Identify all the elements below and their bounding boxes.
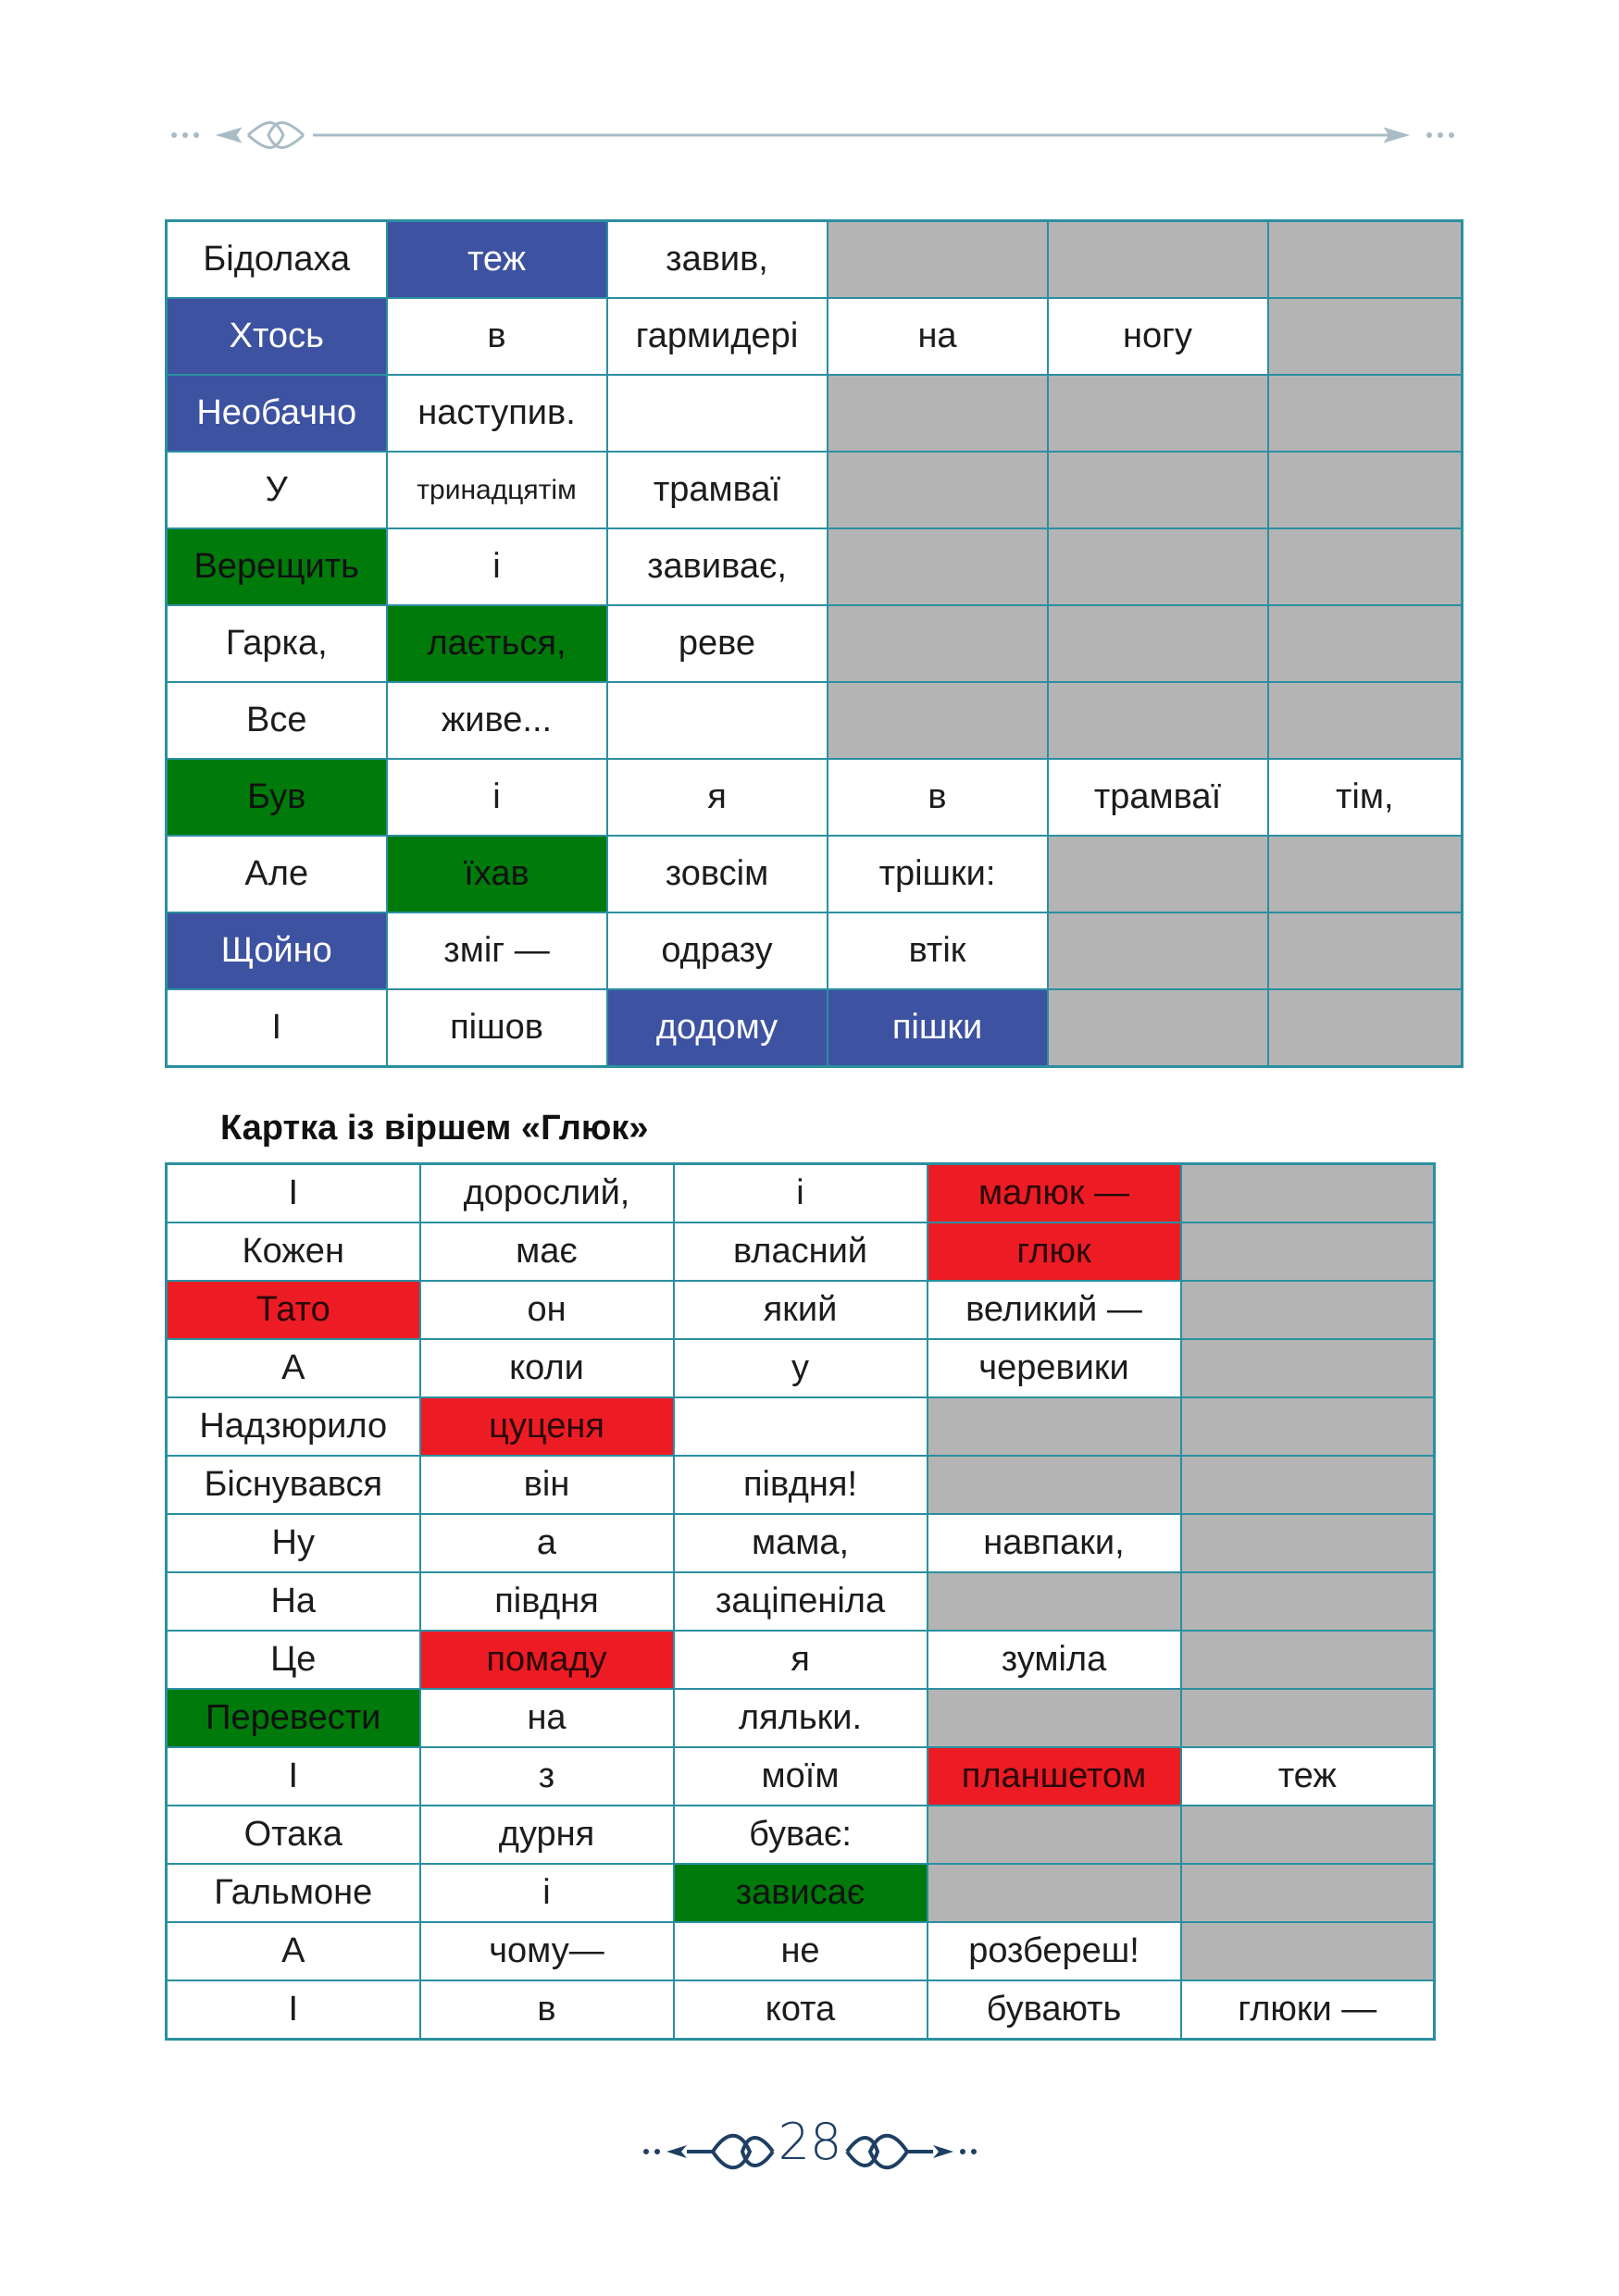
table-cell [828, 528, 1048, 605]
table-cell [1181, 1572, 1435, 1631]
table-row [167, 1631, 1435, 1689]
table-cell: Необачно [167, 375, 387, 452]
table-cell: тринадцятім [387, 452, 607, 528]
word-table-gliuk [165, 1162, 1436, 2041]
table-cell: у [674, 1339, 928, 1397]
table-cell [674, 1397, 928, 1456]
table-cell [1048, 452, 1268, 528]
table-cell [928, 1456, 1181, 1514]
table-cell [1181, 1339, 1435, 1397]
word-table-tram [165, 219, 1463, 1068]
table-cell [1048, 912, 1268, 989]
table-cell: в [387, 298, 607, 375]
table-cell: Гарка, [167, 605, 387, 682]
table-cell: ляльки. [674, 1689, 928, 1747]
table-cell: в [420, 1980, 674, 2040]
table-cell [1181, 1922, 1435, 1980]
table-cell: ногу [1048, 298, 1268, 375]
table-cell: і [387, 528, 607, 605]
table-cell [1181, 1164, 1435, 1223]
table-cell: дорослий, [420, 1164, 674, 1223]
table-cell [828, 682, 1048, 759]
table-cell: і [674, 1164, 928, 1223]
table-cell [1048, 682, 1268, 759]
table-cell: гармидері [607, 298, 828, 375]
table-cell: На [167, 1572, 420, 1631]
table-cell: зависає [674, 1864, 928, 1922]
table-cell: У [167, 452, 387, 528]
table-cell: і [387, 759, 607, 836]
table-row [167, 1689, 1435, 1747]
table-row [167, 912, 1463, 989]
table-cell [1181, 1397, 1435, 1456]
table-cell [1181, 1864, 1435, 1922]
table-cell: втік [828, 912, 1048, 989]
table-cell: і [420, 1864, 674, 1922]
table-cell [1268, 836, 1463, 912]
table-cell: пішов [387, 989, 607, 1067]
table-cell: не [674, 1922, 928, 1980]
table-cell: власний [674, 1222, 928, 1281]
table-cell: теж [387, 221, 607, 299]
table-cell: Перевести [167, 1689, 420, 1747]
table-cell: їхав [387, 836, 607, 912]
table-cell: зуміла [928, 1631, 1181, 1689]
table-cell: Хтось [167, 298, 387, 375]
table-cell: трішки: [828, 836, 1048, 912]
table-row [167, 682, 1463, 759]
table-row [167, 1864, 1435, 1922]
table-cell: зміг — [387, 912, 607, 989]
table-cell: Бідолаха [167, 221, 387, 299]
table-cell [928, 1806, 1181, 1864]
table-cell: Ну [167, 1514, 420, 1572]
page-number: 28 [778, 2113, 842, 2171]
table-cell [1048, 528, 1268, 605]
table-cell: Кожен [167, 1222, 420, 1281]
table-cell: глюк [928, 1222, 1181, 1281]
table-row [167, 1164, 1435, 1223]
table-cell: он [420, 1281, 674, 1339]
table-cell [1268, 298, 1463, 375]
table-cell: на [420, 1689, 674, 1747]
table-row [167, 759, 1463, 836]
table-body [167, 221, 1463, 1067]
table-cell: І [167, 989, 387, 1067]
table-cell: навпаки, [928, 1514, 1181, 1572]
table-cell [607, 375, 828, 452]
table-cell [1268, 605, 1463, 682]
table-cell [828, 375, 1048, 452]
table-cell: Біснувався [167, 1456, 420, 1514]
card-title: Картка із віршем «Глюк» [220, 1109, 649, 1148]
table-row [167, 221, 1463, 299]
table-row [167, 1281, 1435, 1339]
table-row [167, 1922, 1435, 1980]
table-cell [1181, 1689, 1435, 1747]
table-cell: трамваї [1048, 759, 1268, 836]
table-cell: зовсім [607, 836, 828, 912]
table-cell: кота [674, 1980, 928, 2040]
table-row [167, 836, 1463, 912]
table-cell: цуценя [420, 1397, 674, 1456]
table-cell [828, 452, 1048, 528]
table-cell: помаду [420, 1631, 674, 1689]
table-cell [1268, 375, 1463, 452]
table-cell: він [420, 1456, 674, 1514]
table-cell [1268, 221, 1463, 299]
table-cell: Щойно [167, 912, 387, 989]
table-cell [1181, 1514, 1435, 1572]
table-cell [1181, 1456, 1435, 1514]
table-row [167, 452, 1463, 528]
table-cell [1268, 452, 1463, 528]
table-cell [928, 1689, 1181, 1747]
table-cell: а [420, 1514, 674, 1572]
table-cell: трамваї [607, 452, 828, 528]
table-cell: з [420, 1747, 674, 1806]
table-cell: лається, [387, 605, 607, 682]
table-cell: Це [167, 1631, 420, 1689]
table-cell: Був [167, 759, 387, 836]
ornament-flourish-icon [842, 2119, 981, 2184]
table-row [167, 528, 1463, 605]
table-cell: глюки — [1181, 1980, 1435, 2040]
table-cell: півдня [420, 1572, 674, 1631]
table-cell: тім, [1268, 759, 1463, 836]
table-cell [1048, 989, 1268, 1067]
table-cell: живе... [387, 682, 607, 759]
table-cell [928, 1397, 1181, 1456]
table-cell: А [167, 1922, 420, 1980]
table-cell: Гальмоне [167, 1864, 420, 1922]
table-row [167, 1980, 1435, 2040]
table-cell: мама, [674, 1514, 928, 1572]
table-cell [1048, 836, 1268, 912]
table-cell [1181, 1631, 1435, 1689]
table-cell: чому— [420, 1922, 674, 1980]
table-cell: дурня [420, 1806, 674, 1864]
table-cell [1181, 1222, 1435, 1281]
table-cell: розбереш! [928, 1922, 1181, 1980]
table-cell [828, 605, 1048, 682]
table-cell: пішки [828, 989, 1048, 1067]
table-cell [1181, 1806, 1435, 1864]
table-cell [607, 682, 828, 759]
table-cell: наступив. [387, 375, 607, 452]
table-cell: Отака [167, 1806, 420, 1864]
table-cell [1268, 682, 1463, 759]
table-cell [828, 221, 1048, 299]
table-row [167, 1572, 1435, 1631]
table-cell: додому [607, 989, 828, 1067]
table-cell: Але [167, 836, 387, 912]
table-cell [1048, 375, 1268, 452]
table-row [167, 1514, 1435, 1572]
table-cell: І [167, 1747, 420, 1806]
table-cell: я [607, 759, 828, 836]
table-row [167, 298, 1463, 375]
table-cell: коли [420, 1339, 674, 1397]
table-cell: Надзюрило [167, 1397, 420, 1456]
table-cell: великий — [928, 1281, 1181, 1339]
table-cell: одразу [607, 912, 828, 989]
table-cell: теж [1181, 1747, 1435, 1806]
table-row [167, 1456, 1435, 1514]
table-row [167, 1339, 1435, 1397]
table-cell: А [167, 1339, 420, 1397]
table-cell: малюк — [928, 1164, 1181, 1223]
table-row [167, 375, 1463, 452]
table-cell [928, 1864, 1181, 1922]
table-cell [1181, 1281, 1435, 1339]
table-body [167, 1164, 1435, 2040]
table-cell [1268, 528, 1463, 605]
table-cell: завив, [607, 221, 828, 299]
table-cell: який [674, 1281, 928, 1339]
table-cell: я [674, 1631, 928, 1689]
table-cell: черевики [928, 1339, 1181, 1397]
table-cell: моїм [674, 1747, 928, 1806]
table-cell: планшетом [928, 1747, 1181, 1806]
table-cell: Верещить [167, 528, 387, 605]
table-cell [1268, 912, 1463, 989]
ornament-flourish-icon [639, 2119, 778, 2184]
table-cell: на [828, 298, 1048, 375]
table-cell: в [828, 759, 1048, 836]
table-cell: заціпеніла [674, 1572, 928, 1631]
table-row [167, 1806, 1435, 1864]
table-cell [1048, 221, 1268, 299]
table-row [167, 1747, 1435, 1806]
table-cell: реве [607, 605, 828, 682]
table-row [167, 989, 1463, 1067]
table-cell: І [167, 1980, 420, 2040]
table-cell: має [420, 1222, 674, 1281]
table-cell: буває: [674, 1806, 928, 1864]
table-cell: Тато [167, 1281, 420, 1339]
table-cell: бувають [928, 1980, 1181, 2040]
table-row [167, 1397, 1435, 1456]
table-cell: Все [167, 682, 387, 759]
table-cell [928, 1572, 1181, 1631]
table-cell: півдня! [674, 1456, 928, 1514]
table-cell [1048, 605, 1268, 682]
table-row [167, 1222, 1435, 1281]
table-row [167, 605, 1463, 682]
ornament-divider-icon [165, 109, 1461, 161]
table-cell [1268, 989, 1463, 1067]
table-cell: завиває, [607, 528, 828, 605]
table-cell: І [167, 1164, 420, 1223]
